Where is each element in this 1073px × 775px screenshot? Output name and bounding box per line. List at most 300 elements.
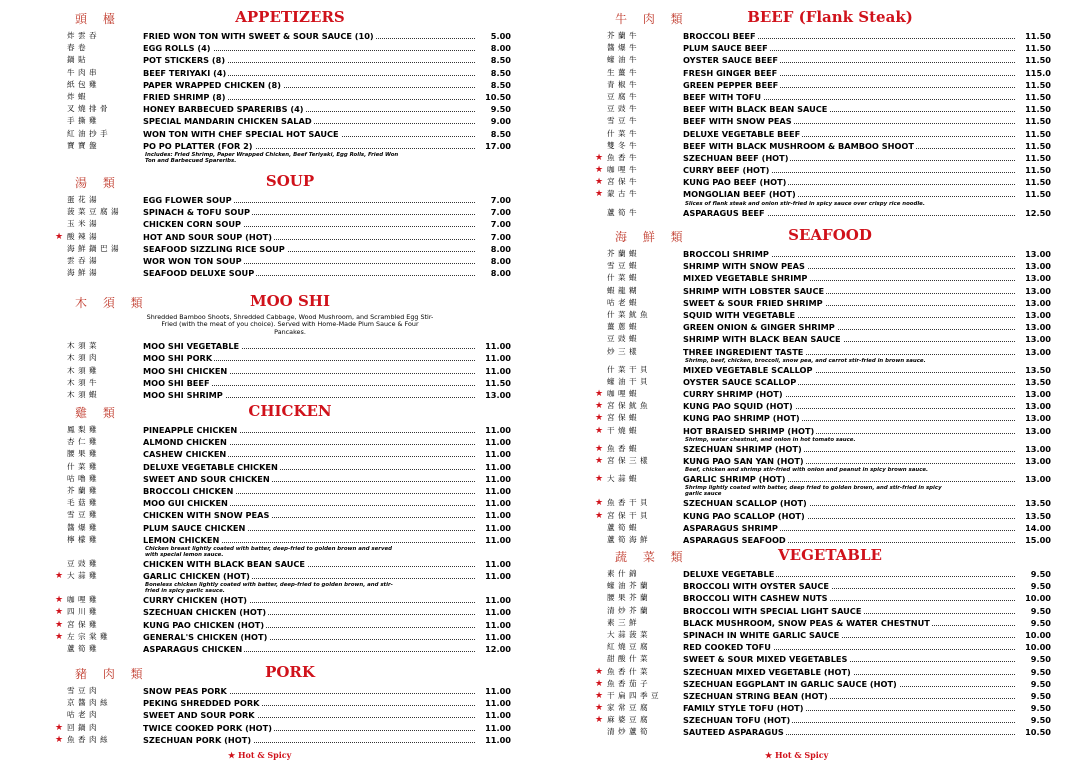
item-chinese-name: 魚 香 肉 絲	[67, 734, 109, 744]
item-price: 14.00	[1025, 522, 1051, 533]
item-price: 15.00	[1025, 534, 1051, 545]
item-name: HOT BRAISED SHRIMP (HOT)	[683, 425, 815, 436]
item-price: 13.00	[485, 389, 511, 400]
item-name-line	[143, 734, 475, 746]
hot-spicy-icon: ★	[595, 389, 604, 400]
item-name: KUNG PAO BEEF (HOT)	[683, 177, 787, 188]
item-name: MIXED VEGETABLE SHRIMP	[683, 273, 808, 284]
item-name: KUNG PAO SQUID (HOT)	[683, 401, 793, 412]
item-name: CHICKEN WITH SNOW PEAS	[143, 510, 270, 521]
item-name: CASHEW CHICKEN	[143, 449, 227, 460]
section-pork	[55, 663, 525, 746]
menu-item	[595, 641, 1065, 653]
item-name: KUNG PAO SAN YAN (HOT)	[683, 456, 804, 466]
item-price: 8.00	[490, 43, 511, 54]
item-name: BROCCOLI WITH SPECIAL LIGHT SAUCE	[683, 605, 862, 616]
item-price: 13.00	[1025, 334, 1051, 345]
item-price: 8.50	[490, 79, 511, 90]
item-name: BLACK MUSHROOM, SNOW PEAS & WATER CHESTNUT	[683, 617, 930, 628]
item-name: HONEY BARBECUED SPARERIBS (4)	[143, 104, 304, 115]
item-price: 10.00	[1025, 629, 1051, 640]
menu-item	[55, 685, 525, 697]
item-name: OYSTER SAUCE SCALLOP	[683, 376, 797, 387]
item-price: 11.50	[1025, 116, 1051, 127]
item-name: SZECHUAN EGGPLANT IN GARLIC SAUCE (HOT)	[683, 678, 897, 689]
section-chicken	[55, 402, 525, 655]
menu-item	[55, 606, 525, 618]
section-title: SEAFOOD	[788, 226, 872, 244]
item-price: 11.00	[485, 686, 511, 696]
item-price: 8.50	[490, 55, 511, 66]
item-note: Includes: Fried Shrimp, Paper Wrapped Chicken, Beef Teriyaki, Egg Rolls, Fried Won Ton and Barbecued Spareribs.	[145, 151, 399, 164]
menu-item	[55, 522, 525, 534]
item-name-line	[143, 509, 475, 521]
menu-item	[595, 79, 1065, 91]
item-price: 12.00	[485, 644, 511, 654]
item-name: LEMON CHICKEN	[143, 534, 220, 545]
item-name-line	[683, 248, 1015, 260]
item-name: SHRIMP WITH SNOW PEAS	[683, 261, 805, 272]
item-name: MOO SHI BEEF	[143, 377, 210, 388]
item-chinese-name: 海 鮮 鍋 巴 湯	[67, 243, 120, 253]
item-chinese-name: 薑 蔥 蝦	[607, 322, 638, 332]
item-price: 17.00	[485, 140, 511, 151]
hot-spicy-icon: ★	[595, 690, 604, 701]
section-title: SOUP	[265, 172, 315, 190]
menu-item	[595, 176, 1065, 188]
hot-spicy-icon: ★	[595, 703, 604, 714]
item-price: 12.50	[1025, 207, 1051, 218]
hot-spicy-icon: ★	[595, 177, 604, 188]
item-chinese-name: 玉 米 湯	[67, 219, 98, 229]
hot-spicy-icon: ★	[55, 631, 64, 642]
item-name-line	[143, 231, 475, 243]
item-price: 11.00	[485, 437, 511, 448]
menu-item	[595, 188, 1065, 200]
menu-item	[55, 340, 525, 352]
item-chinese-name: 魚 香 茄 子	[607, 678, 649, 688]
menu-item	[595, 30, 1065, 42]
menu-item	[55, 448, 525, 460]
hot-spicy-icon: ★	[595, 678, 604, 689]
menu-item	[55, 30, 525, 42]
section-title: APPETIZERS	[235, 8, 345, 26]
hot-spicy-icon: ★	[595, 152, 604, 163]
item-chinese-name: 什 菜 雞	[67, 461, 98, 471]
item-price: 5.00	[490, 31, 511, 41]
item-name: FRESH GINGER BEEF	[683, 67, 778, 78]
menu-item	[55, 140, 525, 152]
item-name: DELUXE VEGETABLE CHICKEN	[143, 461, 278, 472]
item-chinese-name: 雙 冬 牛	[607, 140, 638, 150]
menu-item	[595, 690, 1065, 702]
item-name-line	[683, 510, 1015, 522]
item-chinese-name: 木 須 菜	[67, 341, 98, 351]
item-name: MOO SHI CHICKEN	[143, 365, 228, 376]
item-price: 13.00	[1025, 249, 1051, 259]
item-name-line	[143, 140, 475, 152]
item-price: 11.50	[1025, 43, 1051, 54]
item-price: 7.00	[490, 207, 511, 218]
item-name: SZECHUAN TOFU (HOT)	[683, 715, 791, 726]
menu-item	[55, 509, 525, 521]
item-name: SZECHUAN SCALLOP (HOT)	[683, 498, 807, 509]
item-name-line	[683, 346, 1015, 358]
item-price: 13.00	[1025, 456, 1051, 466]
item-name-line	[683, 54, 1015, 66]
item-chinese-name: 木 須 雞	[67, 365, 98, 375]
item-price: 11.50	[1025, 128, 1051, 139]
item-chinese-name: 叉 燒 排 骨	[67, 104, 109, 114]
item-name-line	[143, 30, 475, 42]
item-name-line	[143, 128, 475, 140]
item-price: 11.00	[485, 425, 511, 435]
menu-item	[55, 461, 525, 473]
item-chinese-name: 魚 香 蝦	[607, 443, 638, 453]
item-chinese-name: 海 鮮 湯	[67, 268, 98, 278]
menu-item	[595, 346, 1065, 358]
section-chinese-title: 海 鮮 類	[615, 230, 689, 244]
item-name: CHICKEN CORN SOUP	[143, 219, 242, 230]
section-header	[55, 172, 525, 194]
item-price: 7.00	[490, 195, 511, 205]
menu-item	[595, 333, 1065, 345]
item-name: BEEF WITH BLACK BEAN SAUCE	[683, 104, 828, 115]
item-chinese-name: 青 椒 牛	[607, 79, 638, 89]
item-price: 11.00	[485, 485, 511, 496]
item-name-line	[143, 619, 475, 631]
item-name-line	[683, 152, 1015, 164]
hot-spicy-icon: ★	[595, 443, 604, 454]
menu-item	[595, 321, 1065, 333]
menu-item	[55, 734, 525, 746]
item-chinese-name: 蝦 龍 糊	[607, 285, 638, 295]
item-price: 9.50	[1030, 569, 1051, 579]
item-price: 13.00	[1025, 413, 1051, 424]
item-chinese-name: 豆 豉 牛	[607, 104, 638, 114]
item-chinese-name: 春 卷	[67, 43, 87, 53]
item-chinese-name: 雪 豆 蝦	[607, 261, 638, 271]
item-name-line	[683, 678, 1015, 690]
section-title: CHICKEN	[248, 402, 332, 420]
item-price: 11.00	[485, 607, 511, 618]
item-name: SWEET & SOUR FRIED SHRIMP	[683, 297, 823, 308]
item-name: SPINACH & TOFU SOUP	[143, 207, 250, 218]
item-chinese-name: 大 蒜 蝦	[607, 474, 638, 484]
menu-item	[595, 568, 1065, 580]
item-price: 8.00	[490, 268, 511, 279]
item-price: 13.50	[1025, 510, 1051, 521]
menu-item	[55, 42, 525, 54]
item-chinese-name: 芥 蘭 蝦	[607, 249, 638, 258]
item-chinese-name: 咖 哩 牛	[607, 165, 638, 175]
menu-item	[595, 152, 1065, 164]
menu-item	[595, 400, 1065, 412]
section-chinese-title: 牛 肉 類	[615, 12, 689, 26]
item-name: GREEN PEPPER BEEF	[683, 79, 779, 90]
item-chinese-name: 蘆 筍 蝦	[607, 522, 638, 532]
item-name-line	[683, 425, 1015, 437]
menu-item	[55, 534, 525, 546]
menu-item	[595, 412, 1065, 424]
hot-spicy-icon: ★	[595, 498, 604, 509]
item-price: 11.50	[1025, 152, 1051, 163]
item-chinese-name: 木 須 肉	[67, 353, 98, 363]
item-chinese-name: 雪 豆 牛	[607, 116, 638, 126]
item-name-line	[143, 206, 475, 218]
item-name: WON TON WITH CHEF SPECIAL HOT SAUCE	[143, 128, 339, 139]
item-name: ALMOND CHICKEN	[143, 437, 227, 448]
menu-item	[55, 485, 525, 497]
item-chinese-name: 醬 爆 雞	[67, 522, 98, 532]
item-chinese-name: 豆 豉 雞	[67, 558, 98, 568]
menu-item	[55, 473, 525, 485]
item-name-line	[143, 594, 475, 606]
hot-spicy-icon: ★	[595, 510, 604, 521]
item-chinese-name: 生 薑 牛	[607, 67, 638, 77]
item-chinese-name: 什 菜 蝦	[607, 273, 638, 283]
item-chinese-name: 牛 肉 串	[67, 67, 98, 77]
item-name-line	[143, 79, 475, 91]
section-header	[55, 663, 525, 685]
menu-item	[595, 714, 1065, 726]
item-price: 11.00	[485, 722, 511, 733]
item-price: 8.50	[490, 128, 511, 139]
item-note: Shrimp lightly coated with batter, deep fried to golden brown, and stir-fried in spicy garlic sauce	[685, 485, 942, 498]
item-name: PAPER WRAPPED CHICKEN (8)	[143, 79, 281, 90]
hot-spicy-icon: ★	[595, 189, 604, 200]
item-chinese-name: 酸 辣 湯	[67, 231, 98, 241]
menu-item	[55, 128, 525, 140]
item-name: MIXED VEGETABLE SCALLOP	[683, 364, 813, 375]
menu-item	[55, 619, 525, 631]
item-chinese-name: 家 常 豆 腐	[607, 703, 649, 713]
item-name: KUNG PAO SCALLOP (HOT)	[683, 510, 805, 521]
item-chinese-name: 炸 雲 吞	[67, 31, 98, 40]
menu-item	[55, 697, 525, 709]
item-chinese-name: 紅 油 抄 手	[67, 128, 109, 138]
item-name-line	[143, 534, 475, 546]
item-name-line	[683, 388, 1015, 400]
item-price: 9.50	[490, 104, 511, 115]
menu-item	[595, 67, 1065, 79]
menu-item	[55, 115, 525, 127]
item-name: MONGOLIAN BEEF (HOT)	[683, 189, 796, 200]
item-price: 11.50	[1025, 177, 1051, 188]
item-name-line	[143, 461, 475, 473]
item-name-line	[683, 605, 1015, 617]
item-name: SWEET AND SOUR PORK	[143, 710, 255, 721]
item-chinese-name: 蠔 油 干 貝	[607, 376, 649, 386]
item-name: ASPARAGUS BEEF	[683, 207, 765, 218]
item-name: MOO SHI SHRIMP	[143, 389, 223, 400]
menu-item	[55, 424, 525, 436]
section-chinese-title: 湯 類	[75, 176, 121, 190]
item-note: Boneless chicken lightly coated with batter, deep-fried to golden brown, and stir-fried in spicy garlic sauce.	[145, 582, 393, 595]
item-name: KUNG PAO SHRIMP (HOT)	[683, 413, 800, 424]
item-price: 13.00	[1025, 389, 1051, 400]
item-chinese-name: 炸 蝦	[67, 91, 87, 101]
item-chinese-name: 宮 保 蝦	[607, 413, 638, 423]
item-chinese-name: 甜 酸 什 菜	[607, 654, 649, 664]
item-name: ASPARAGUS SHRIMP	[683, 522, 778, 533]
item-name-line	[683, 617, 1015, 629]
item-name-line	[143, 448, 475, 460]
menu-item	[595, 678, 1065, 690]
menu-item	[55, 206, 525, 218]
item-price: 13.00	[1025, 474, 1051, 485]
item-chinese-name: 芥 蘭 雞	[67, 485, 98, 495]
item-name-line	[143, 643, 475, 655]
item-name-line	[683, 207, 1015, 219]
item-name: SQUID WITH VEGETABLE	[683, 309, 796, 320]
item-name-line	[143, 722, 475, 734]
item-name: BEEF WITH SNOW PEAS	[683, 116, 792, 127]
item-price: 11.00	[485, 353, 511, 364]
item-chinese-name: 干 扁 四 季 豆	[607, 690, 660, 700]
item-price: 11.00	[485, 558, 511, 569]
section-chinese-title: 雞 類	[75, 406, 121, 420]
item-price: 8.00	[490, 243, 511, 254]
item-chinese-name: 咕 老 肉	[67, 710, 98, 720]
item-price: 9.50	[1030, 654, 1051, 665]
item-name: DELUXE VEGETABLE	[683, 569, 775, 579]
item-price: 13.50	[1025, 376, 1051, 387]
item-name-line	[683, 666, 1015, 678]
item-name: SPINACH IN WHITE GARLIC SAUCE	[683, 629, 840, 640]
menu-item	[595, 285, 1065, 297]
item-name-line	[143, 436, 475, 448]
menu-item	[55, 497, 525, 509]
item-name: EGG FLOWER SOUP	[143, 195, 232, 205]
item-name: FAMILY STYLE TOFU (HOT)	[683, 703, 804, 714]
item-name: RED COOKED TOFU	[683, 642, 771, 653]
section-header	[595, 546, 1065, 568]
item-name: ASPARAGUS SEAFOOD	[683, 534, 786, 545]
hot-spicy-icon: ★	[55, 595, 64, 606]
item-name-line	[143, 91, 475, 103]
item-chinese-name: 清 炒 芥 蘭	[607, 605, 649, 615]
item-name: SZECHUAN SHRIMP (HOT)	[683, 443, 802, 454]
item-chinese-name: 紙 包 雞	[67, 79, 98, 89]
item-price: 9.50	[1030, 715, 1051, 726]
menu-item	[595, 164, 1065, 176]
item-name-line	[683, 272, 1015, 284]
item-name-line	[683, 297, 1015, 309]
item-name-line	[143, 255, 475, 267]
item-price: 7.00	[490, 219, 511, 230]
menu-item	[595, 653, 1065, 665]
menu-item	[55, 365, 525, 377]
item-price: 13.00	[1025, 285, 1051, 296]
menu-item	[55, 643, 525, 655]
menu-item	[595, 726, 1065, 738]
item-chinese-name: 魚 香 牛	[607, 152, 638, 162]
hot-spicy-icon: ★	[595, 715, 604, 726]
section-seafood	[595, 226, 1065, 546]
item-price: 13.50	[1025, 364, 1051, 375]
item-chinese-name: 雪 豆 肉	[67, 686, 98, 695]
item-name-line	[683, 188, 1015, 200]
hot-spicy-icon: ★	[55, 231, 64, 242]
item-price: 11.50	[1025, 91, 1051, 102]
item-name-line	[683, 260, 1015, 272]
item-chinese-name: 咕 老 蝦	[607, 297, 638, 307]
item-price: 11.00	[485, 498, 511, 509]
item-note: Chicken breast lightly coated with batter, deep-fried to golden brown and served with special lemon sauce.	[145, 545, 392, 558]
item-chinese-name: 木 須 牛	[67, 377, 98, 387]
section-header	[55, 292, 525, 314]
item-chinese-name: 手 撕 雞	[67, 116, 98, 126]
menu-item	[595, 91, 1065, 103]
item-name: SZECHUAN CHICKEN (HOT)	[143, 607, 267, 618]
item-chinese-name: 魚 香 什 菜	[607, 666, 649, 676]
item-name-line	[683, 641, 1015, 653]
menu-item	[55, 54, 525, 66]
item-name: BROCCOLI BEEF	[683, 31, 756, 41]
menu-item	[55, 267, 525, 279]
item-name-line	[143, 54, 475, 66]
item-price: 9.50	[1030, 605, 1051, 616]
item-chinese-name: 麻 婆 豆 腐	[607, 715, 649, 725]
menu-item	[55, 436, 525, 448]
item-name-line	[683, 580, 1015, 592]
item-name-line	[143, 365, 475, 377]
menu-item	[595, 260, 1065, 272]
item-name-line	[683, 128, 1015, 140]
item-name: SHRIMP WITH LOBSTER SAUCE	[683, 285, 825, 296]
item-name: CURRY CHICKEN (HOT)	[143, 595, 248, 606]
item-name-line	[683, 115, 1015, 127]
menu-item	[55, 594, 525, 606]
item-name: BROCCOLI WITH OYSTER SAUCE	[683, 581, 830, 592]
item-name-line	[683, 702, 1015, 714]
hot-spicy-icon: ★	[595, 456, 604, 466]
item-note: Slices of flank steak and onion stir-fried in spicy sauce over crispy rice noodle.	[685, 200, 925, 207]
item-name-line	[683, 364, 1015, 376]
menu-item	[55, 352, 525, 364]
item-price: 11.50	[1025, 104, 1051, 115]
item-name: GARLIC CHICKEN (HOT)	[143, 571, 250, 582]
item-price: 11.00	[485, 449, 511, 460]
menu-item	[595, 580, 1065, 592]
item-chinese-name: 什 菜 干 貝	[607, 364, 649, 374]
item-name: OYSTER SAUCE BEEF	[683, 55, 778, 66]
item-chinese-name: 紅 燒 豆 腐	[607, 642, 649, 652]
item-chinese-name: 芥 蘭 牛	[607, 31, 638, 40]
item-name-line	[683, 726, 1015, 738]
item-name-line	[683, 91, 1015, 103]
menu-item	[55, 194, 525, 206]
item-price: 9.50	[1030, 666, 1051, 677]
menu-item	[55, 722, 525, 734]
menu-item	[595, 522, 1065, 534]
hot-spicy-icon: ★	[55, 607, 64, 618]
menu-item	[595, 425, 1065, 437]
item-price: 11.00	[485, 631, 511, 642]
hot-spicy-icon: ★	[595, 666, 604, 677]
item-price: 11.50	[1025, 165, 1051, 176]
item-price: 11.50	[485, 377, 511, 388]
section-title: PORK	[265, 663, 315, 681]
menu-item	[595, 455, 1065, 467]
item-name-line	[683, 629, 1015, 641]
menu-item	[55, 255, 525, 267]
item-price: 13.00	[1025, 322, 1051, 333]
item-price: 13.00	[1025, 401, 1051, 412]
item-chinese-name: 素 三 鮮	[607, 617, 638, 627]
item-chinese-name: 毛 菇 雞	[67, 498, 98, 508]
